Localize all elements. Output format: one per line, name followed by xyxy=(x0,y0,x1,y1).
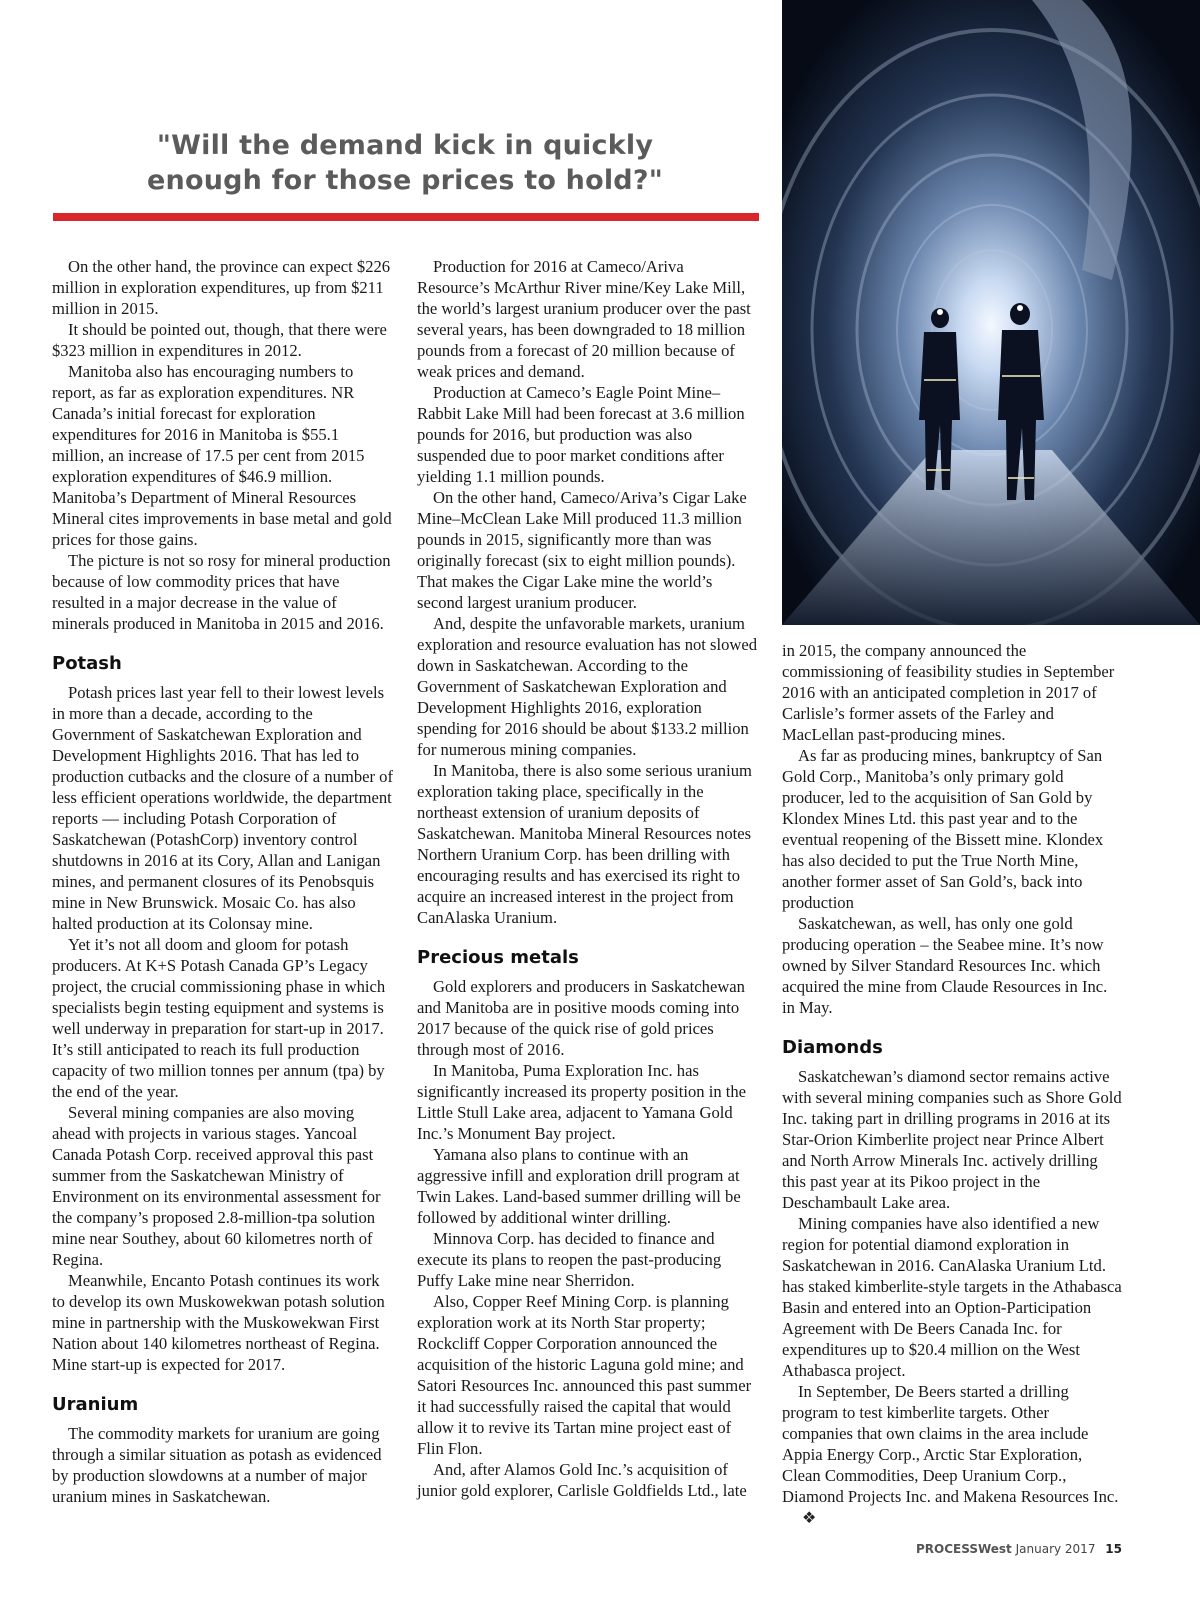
paragraph: The commodity markets for uranium are going through a similar situation as potash as evidenced by production slowdowns at a number of major uranium mines in Saskatchewan. xyxy=(52,1424,382,1506)
section-heading-potash: Potash xyxy=(52,653,122,674)
paragraph: On the other hand, Cameco/Ariva’s Cigar Lake Mine–McClean Lake Mill produced 11.3 million pounds in 2015, significantly more than was originally forecast (six to eight million pounds). That makes the Cigar Lake mine the world’s second largest uranium producer. xyxy=(417,488,747,612)
section-heading-uranium: Uranium xyxy=(52,1394,139,1415)
pull-quote-line-2: enough for those prices to hold?" xyxy=(147,165,663,196)
paragraph: In Manitoba, there is also some serious uranium exploration taking place, specifically in the northeast extension of uranium deposits of Saskatchewan. Manitoba Mineral Resources notes Northern Uranium Corp. has been drilling with encouraging results and has exercised its right to acquire an increased interest in the project from CanAlaska Uranium. xyxy=(417,761,752,927)
section-heading-diamonds: Diamonds xyxy=(782,1037,883,1058)
paragraph: On the other hand, the province can expect $226 million in exploration expenditures, up from $211 million in 2015. xyxy=(52,257,391,318)
paragraph-last-text: In September, De Beers started a drilling program to test kimberlite targets. Other companies that own claims in the area include Appia Energy Corp., Arctic Star Exploration, Clean Commodities, Deep Uranium Corp., Diamond Projects Inc. and Makena Resources Inc. xyxy=(782,1382,1119,1506)
section-heading-precious-metals: Precious metals xyxy=(417,947,579,968)
paragraph: In Manitoba, Puma Exploration Inc. has significantly increased its property position in the Little Stull Lake area, adjacent to Yamana Gold Inc.’s Monument Bay project. xyxy=(417,1061,747,1143)
paragraph: Manitoba also has encouraging numbers to report, as far as exploration expenditures. NR Canada’s initial forecast for exploration expenditures for 2016 in Manitoba is $55.1 million, an increase of 17.5 per cent from 2015 exploration expenditures of $46.9 million. Manitoba’s Department of Mineral Resources Mineral cites improvements in base metal and gold prices for those gains. xyxy=(52,362,392,549)
paragraph: Yet it’s not all doom and gloom for potash producers. At K+S Potash Canada GP’s Legacy project, the crucial commissioning phase in which specialists begin testing equipment and systems is well underway in preparation for start-up in 2017. It’s still anticipated to reach its full production capacity of two million tonnes per annum (tpa) by the end of the year. xyxy=(52,935,386,1101)
column-1 xyxy=(52,256,394,1507)
paragraph: Minnova Corp. has decided to finance and execute its plans to reopen the past-producing Puffy Lake mine near Sherridon. xyxy=(417,1229,722,1290)
page-footer xyxy=(916,1542,1122,1556)
page-number: 15 xyxy=(1105,1542,1122,1556)
paragraph: Production at Cameco’s Eagle Point Mine–Rabbit Lake Mill had been forecast at 3.6 million pounds for 2016, but production was also suspended due to poor market conditions after yielding 1.1 million pounds. xyxy=(417,383,745,486)
paragraph: Meanwhile, Encanto Potash continues its work to develop its own Muskowekwan potash solution mine in partnership with the Muskowekwan First Nation about 140 kilometres northeast of Regina. Mine start-up is expected for 2017. xyxy=(52,1271,385,1374)
paragraph-last xyxy=(782,1381,1124,1528)
paragraph: Gold explorers and producers in Saskatchewan and Manitoba are in positive moods coming into 2017 because of the quick rise of gold prices through most of 2016. xyxy=(417,977,745,1059)
paragraph: Several mining companies are also moving ahead with projects in various stages. Yancoal Canada Potash Corp. received approval this past summer from the Saskatchewan Ministry of Environment on its environmental assessment for the company’s proposed 2.8-million-tpa solution mine near Southey, about 60 kilometres north of Regina. xyxy=(52,1103,381,1269)
paragraph: Saskatchewan, as well, has only one gold producing operation – the Seabee mine. It’s now owned by Silver Standard Resources Inc. which acquired the mine from Claude Resources in Inc. in May. xyxy=(782,914,1108,1017)
column-2 xyxy=(417,256,759,1501)
paragraph: And, after Alamos Gold Inc.’s acquisition of junior gold explorer, Carlisle Goldfields Ltd., late xyxy=(417,1460,747,1500)
column-3 xyxy=(782,640,1124,1528)
pull-quote-line-1: "Will the demand kick in quickly xyxy=(156,130,654,161)
footer-date: January 2017 xyxy=(1015,1542,1096,1556)
paragraph: Production for 2016 at Cameco/Ariva Resource’s McArthur River mine/Key Lake Mill, the world’s largest uranium producer over the past several years, has been downgraded to 18 million pounds from a forecast of 20 million because of weak prices and demand. xyxy=(417,257,751,381)
mine-tunnel-photo xyxy=(782,0,1200,625)
paragraph: Also, Copper Reef Mining Corp. is planning exploration work at its North Star property; Rockcliff Copper Corporation announced the acquisition of the historic Laguna gold mine; and Satori Resources Inc. announced this past summer it had successfully raised the capital that would allow it to revive its Tartan mine project east of Flin Flon. xyxy=(417,1292,752,1458)
paragraph: Potash prices last year fell to their lowest levels in more than a decade, according to the Government of Saskatchewan Exploration and Development Highlights 2016. That has led to production cutbacks and the closure of a number of less efficient operations worldwide, the department reports — including Potash Corporation of Saskatchewan (PotashCorp) inventory control shutdowns in 2016 at its Cory, Allan and Lanigan mines, and permanent closures of its Penobsquis mine in New Brunswick. Mosaic Co. has also halted production at its Colonsay mine. xyxy=(52,683,393,933)
paragraph: in 2015, the company announced the commissioning of feasibility studies in September 2016 with an anticipated completion in 2017 of Carlisle’s former assets of the Farley and MacLellan past-producing mines. xyxy=(782,641,1115,744)
pull-quote xyxy=(55,128,755,198)
paragraph: It should be pointed out, though, that there were $323 million in expenditures in 2012. xyxy=(52,320,387,360)
paragraph: The picture is not so rosy for mineral production because of low commodity prices that have resulted in a major decrease in the value of minerals produced in Manitoba in 2015 and 2016. xyxy=(52,551,391,633)
footer-brand: PROCESSWest xyxy=(915,1542,1012,1556)
paragraph: Mining companies have also identified a new region for potential diamond exploration in Saskatchewan in 2016. CanAlaska Uranium Ltd. has staked kimberlite-style targets in the Athabasca Basin and entered into an Option-Participation Agreement with De Beers Canada Inc. for expenditures up to $20.4 million on the West Athabasca project. xyxy=(782,1214,1122,1380)
paragraph: Yamana also plans to continue with an aggressive infill and exploration drill program at Twin Lakes. Land-based summer drilling will be followed by additional winter drilling. xyxy=(417,1145,741,1227)
end-mark-icon: ❖ xyxy=(802,1508,817,1527)
paragraph: Saskatchewan’s diamond sector remains active with several mining companies such as Shore Gold Inc. taking part in drilling programs in 2016 at its Star-Orion Kimberlite project near Prince Albert and North Arrow Minerals Inc. actively drilling this past year at its Pikoo project in the Deschambault Lake area. xyxy=(782,1067,1122,1212)
paragraph: And, despite the unfavorable markets, uranium exploration and resource evaluation has not slowed down in Saskatchewan. According to the Government of Saskatchewan Exploration and Development Highlights 2016, exploration spending for 2016 should be about $133.2 million for numerous mining companies. xyxy=(417,614,758,759)
paragraph: As far as producing mines, bankruptcy of San Gold Corp., Manitoba’s only primary gold producer, led to the acquisition of San Gold by Klondex Mines Ltd. this past year and to the eventual reopening of the Bissett mine. Klondex has also decided to put the True North Mine, another former asset of San Gold’s, back into production xyxy=(782,746,1104,912)
accent-rule xyxy=(53,213,759,221)
